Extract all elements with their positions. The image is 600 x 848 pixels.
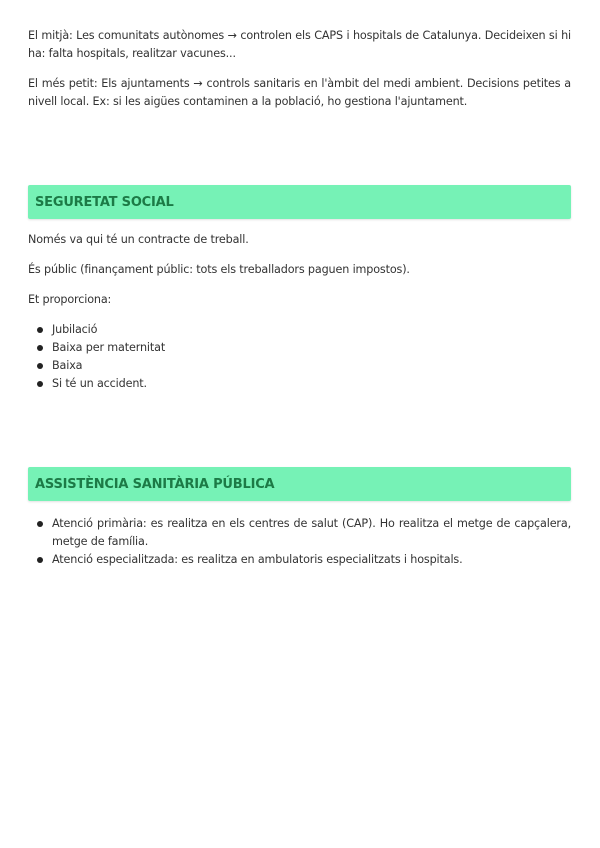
- list-item: [28, 515, 571, 551]
- bullet-icon: [37, 327, 43, 333]
- list-item-text: Baixa: [52, 359, 83, 372]
- bullet-icon: [37, 557, 43, 563]
- list-item: [28, 339, 571, 357]
- section-title-assistencia-sanitaria: ASSISTÈNCIA SANITÀRIA PÚBLICA: [35, 476, 275, 492]
- section-title-seguretat-social: SEGURETAT SOCIAL: [35, 194, 174, 210]
- list-item-text: Atenció especialitzada: es realitza en ambulatoris especialitzats i hospitals.: [52, 553, 463, 566]
- list-item-text: Baixa per maternitat: [52, 341, 166, 354]
- list-item-text: Jubilació: [52, 323, 98, 336]
- bullet-icon: [37, 363, 43, 369]
- seguretat-social-list: [28, 321, 571, 393]
- assistencia-list: [28, 515, 571, 569]
- bullet-icon: [37, 521, 43, 527]
- list-item: [28, 321, 571, 339]
- bullet-icon: [37, 345, 43, 351]
- seguretat-social-paragraph-3: Et proporciona:: [28, 293, 112, 306]
- intro-paragraph-mitja: El mitjà: Les comunitats autònomes → controlen els CAPS i hospitals de Catalunya. Decideixen si hi ha: falta hospitals, realitzar vacunes...: [28, 29, 571, 60]
- list-item-text: Si té un accident.: [52, 377, 147, 390]
- bullet-icon: [37, 381, 43, 387]
- section-header-assistencia-sanitaria: [28, 467, 571, 501]
- list-item-text: Atenció primària: es realitza en els centres de salut (CAP). Ho realitza el metge de capçalera, metge de família.: [52, 517, 571, 548]
- seguretat-social-paragraph-1: Només va qui té un contracte de treball.: [28, 233, 249, 246]
- list-item: [28, 357, 571, 375]
- intro-paragraph-petit: El més petit: Els ajuntaments → controls sanitaris en l'àmbit del medi ambient. Decisions petites a nivell local. Ex: si les aigües contaminen a la població, ho gestiona l'ajuntament.: [28, 77, 571, 108]
- list-item: [28, 375, 571, 393]
- seguretat-social-paragraph-2: És públic (finançament públic: tots els treballadors paguen impostos).: [28, 263, 410, 276]
- section-header-seguretat-social: [28, 185, 571, 219]
- list-item: [28, 551, 571, 569]
